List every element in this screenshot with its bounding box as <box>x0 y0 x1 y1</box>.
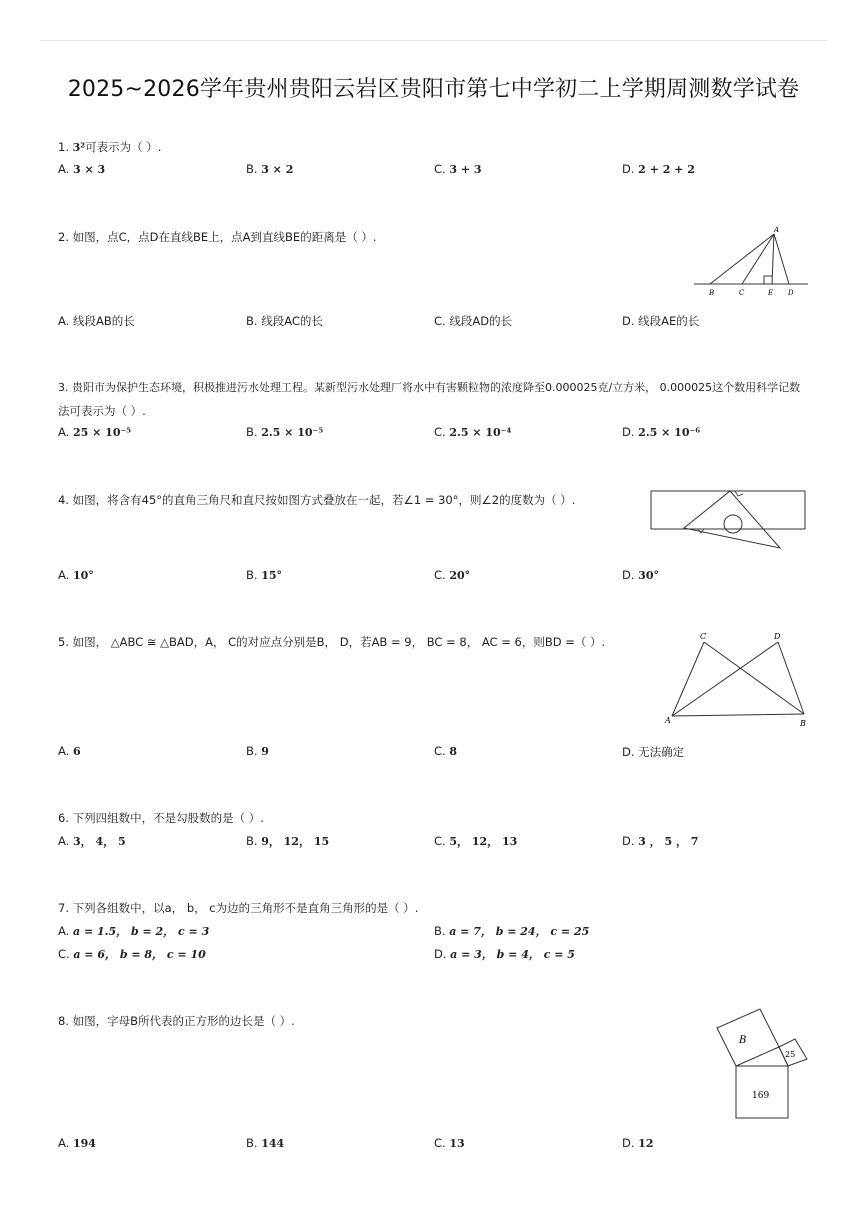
square-b <box>717 1009 788 1066</box>
question-5-option-c[interactable] <box>434 744 457 758</box>
option-text: 13 <box>449 1137 465 1150</box>
question-5-stem: 5. 如图， △ABC ≅ △BAD，A， C的对应点分别是B， D，若AB = 9， BC = 8， AC = 6，则BD =（ ）. <box>58 635 606 649</box>
option-letter: A. <box>58 834 70 848</box>
question-6-option-c[interactable] <box>434 833 517 849</box>
option-text: 12 <box>638 1137 654 1150</box>
question-6-option-b[interactable] <box>246 833 329 849</box>
page-title: 2025~2026学年贵州贵阳云岩区贵阳市第七中学初二上学期周测数学试卷 <box>67 77 800 102</box>
segment-ae <box>772 234 774 284</box>
question-4-figure <box>648 488 810 552</box>
question-8-option-a[interactable] <box>58 1136 96 1150</box>
question-8-option-d[interactable] <box>622 1136 653 1150</box>
question-5-option-d[interactable] <box>622 744 684 760</box>
question-1-option-b[interactable] <box>246 162 293 176</box>
option-text: 20° <box>449 569 471 582</box>
option-letter: A. <box>58 1136 70 1150</box>
question-3-stem-line-1: 3. 贵阳市为保护生态环境，积极推进污水处理工程。某新型污水处理厂将水中有害颗粒物的浓度降至0.000025克/立方米， 0.000025这个数用科学记数 <box>58 381 801 394</box>
option-letter: A. <box>58 924 70 938</box>
option-letter: D. <box>622 745 635 759</box>
option-letter: C. <box>434 425 446 439</box>
option-letter: A. <box>58 568 70 582</box>
question-4-option-d[interactable] <box>622 568 659 582</box>
set-square <box>684 491 780 548</box>
option-letter: C. <box>434 1136 446 1150</box>
option-text: a = 3， b = 4， c = 5 <box>450 948 575 961</box>
label-e: E <box>768 289 774 297</box>
option-text: a = 1.5， b = 2， c = 3 <box>72 925 210 938</box>
question-8-option-b[interactable] <box>246 1136 284 1150</box>
option-text: 8 <box>449 745 457 758</box>
segment-db <box>778 642 804 714</box>
segment-cb <box>704 642 804 714</box>
question-1-option-d[interactable] <box>622 162 695 176</box>
question-6-option-a[interactable] <box>58 833 126 849</box>
question-2-figure <box>690 224 812 302</box>
option-letter: B. <box>246 425 258 439</box>
option-letter: D. <box>622 425 635 439</box>
question-5-option-b[interactable] <box>246 744 269 758</box>
option-letter: C. <box>58 947 70 961</box>
question-7-stem: 7. 下列各组数中，以a， b， c为边的三角形不是直角三角形的是（ ）. <box>58 901 419 915</box>
option-letter: A. <box>58 162 70 176</box>
option-letter: C. <box>434 162 446 176</box>
option-letter: B. <box>246 834 258 848</box>
question-1-math: 3² <box>72 141 86 154</box>
option-text: 线段AC的长 <box>261 314 323 328</box>
triangle-hypotenuse <box>736 1047 779 1066</box>
top-divider <box>40 40 827 41</box>
option-text: 2.5 × 10⁻⁶ <box>638 426 701 439</box>
option-letter: A. <box>58 744 70 758</box>
right-angle-mark <box>764 276 772 284</box>
option-letter: A. <box>58 314 70 328</box>
option-letter: B. <box>246 744 258 758</box>
option-text: 194 <box>72 1137 96 1150</box>
option-text: 3 × 2 <box>261 163 294 176</box>
ruler <box>651 491 805 529</box>
option-text: 5， 12， 13 <box>449 835 518 848</box>
option-text: 无法确定 <box>638 745 685 759</box>
question-2-option-b[interactable] <box>246 313 323 329</box>
label-a: A <box>665 716 671 725</box>
question-2-option-a[interactable] <box>58 313 135 329</box>
label-d: D <box>774 632 781 641</box>
option-letter: D. <box>622 314 635 328</box>
question-7-option-d[interactable] <box>434 946 575 962</box>
question-4-option-c[interactable] <box>434 568 470 582</box>
option-text: 25 × 10⁻⁵ <box>72 426 132 439</box>
option-text: 线段AD的长 <box>449 314 513 328</box>
question-1-option-a[interactable] <box>58 162 105 176</box>
label-b: B <box>800 719 806 728</box>
option-letter: A. <box>58 425 70 439</box>
option-letter: D. <box>434 947 447 961</box>
label-b: B <box>709 289 715 297</box>
question-8-figure <box>708 1006 814 1124</box>
question-6-option-d[interactable] <box>622 833 698 849</box>
option-letter: D. <box>622 568 635 582</box>
label-c: C <box>700 632 707 641</box>
option-text: 9， 12， 15 <box>261 835 330 848</box>
question-2-stem: 2. 如图，点C，点D在直线BE上，点A到直线BE的距离是（ ）. <box>58 230 377 244</box>
option-text: 144 <box>261 1137 285 1150</box>
option-text: 线段AB的长 <box>72 314 135 328</box>
option-letter: B. <box>246 162 258 176</box>
question-4-option-a[interactable] <box>58 568 94 582</box>
label-b: B <box>739 1035 747 1046</box>
option-text: 6 <box>72 745 81 758</box>
option-letter: C. <box>434 314 446 328</box>
label-c: C <box>739 289 745 297</box>
question-6-stem: 6. 下列四组数中，不是勾股数的是（ ）. <box>58 811 264 825</box>
option-text: 9 <box>261 745 269 758</box>
option-letter: C. <box>434 568 446 582</box>
angle-1-mark <box>735 491 743 496</box>
label-d: D <box>788 289 794 297</box>
option-text: 15° <box>261 569 283 582</box>
option-letter: B. <box>246 1136 258 1150</box>
segment-ab <box>672 714 804 716</box>
option-letter: D. <box>622 834 635 848</box>
option-text: 30° <box>638 569 659 582</box>
option-text: 3 + 3 <box>449 163 482 176</box>
question-4-option-b[interactable] <box>246 568 282 582</box>
option-text: 3 × 3 <box>72 163 106 176</box>
option-letter: B. <box>246 568 258 582</box>
question-1-number: 1. <box>58 140 73 154</box>
question-7-option-c[interactable] <box>58 946 206 962</box>
question-8-stem: 8. 如图，字母B所代表的正方形的边长是（ ）. <box>58 1014 295 1028</box>
question-2-option-d[interactable] <box>622 313 699 329</box>
label-a: A <box>774 226 780 234</box>
option-text: a = 7， b = 24， c = 25 <box>449 925 590 938</box>
question-2-option-c[interactable] <box>434 313 512 329</box>
question-8-option-c[interactable] <box>434 1136 465 1150</box>
option-text: 3， 4， 5 <box>72 835 126 848</box>
option-text: 10° <box>72 569 94 582</box>
option-text: 线段AE的长 <box>638 314 700 328</box>
option-letter: C. <box>434 834 446 848</box>
option-letter: C. <box>434 744 446 758</box>
question-3-option-a[interactable] <box>58 425 131 439</box>
question-1-text: 可表示为（ ）. <box>85 140 162 154</box>
question-4-stem: 4. 如图，将含有45°的直角三角尺和直尺按如图方式叠放在一起，若∠1 = 30°，则∠2的度数为（ ）. <box>58 493 576 507</box>
option-text: 3 ， 5 ， 7 <box>638 835 699 848</box>
option-letter: D. <box>622 162 635 176</box>
option-letter: D. <box>622 1136 635 1150</box>
option-letter: B. <box>434 924 446 938</box>
question-3-option-b[interactable] <box>246 425 323 439</box>
label-25: 25 <box>785 1050 796 1059</box>
label-169: 169 <box>752 1091 770 1101</box>
segment-ad <box>774 234 789 284</box>
question-7-option-b[interactable] <box>434 923 589 939</box>
question-5-option-a[interactable] <box>58 744 81 758</box>
question-3-option-c[interactable] <box>434 425 511 439</box>
option-text: a = 6， b = 8， c = 10 <box>73 948 206 961</box>
option-text: 2.5 × 10⁻⁴ <box>449 426 512 439</box>
question-1-option-c[interactable] <box>434 162 482 176</box>
question-7-option-a[interactable] <box>58 923 209 939</box>
set-square-hole <box>724 515 742 533</box>
question-3-option-d[interactable] <box>622 425 700 439</box>
question-5-figure <box>662 628 812 732</box>
option-text: 2 + 2 + 2 <box>638 163 695 176</box>
option-letter: B. <box>246 314 258 328</box>
option-text: 2.5 × 10⁻⁵ <box>261 426 324 439</box>
question-3-stem-line-2: 法可表示为（ ）. <box>58 404 146 418</box>
question-1-stem <box>58 139 161 155</box>
